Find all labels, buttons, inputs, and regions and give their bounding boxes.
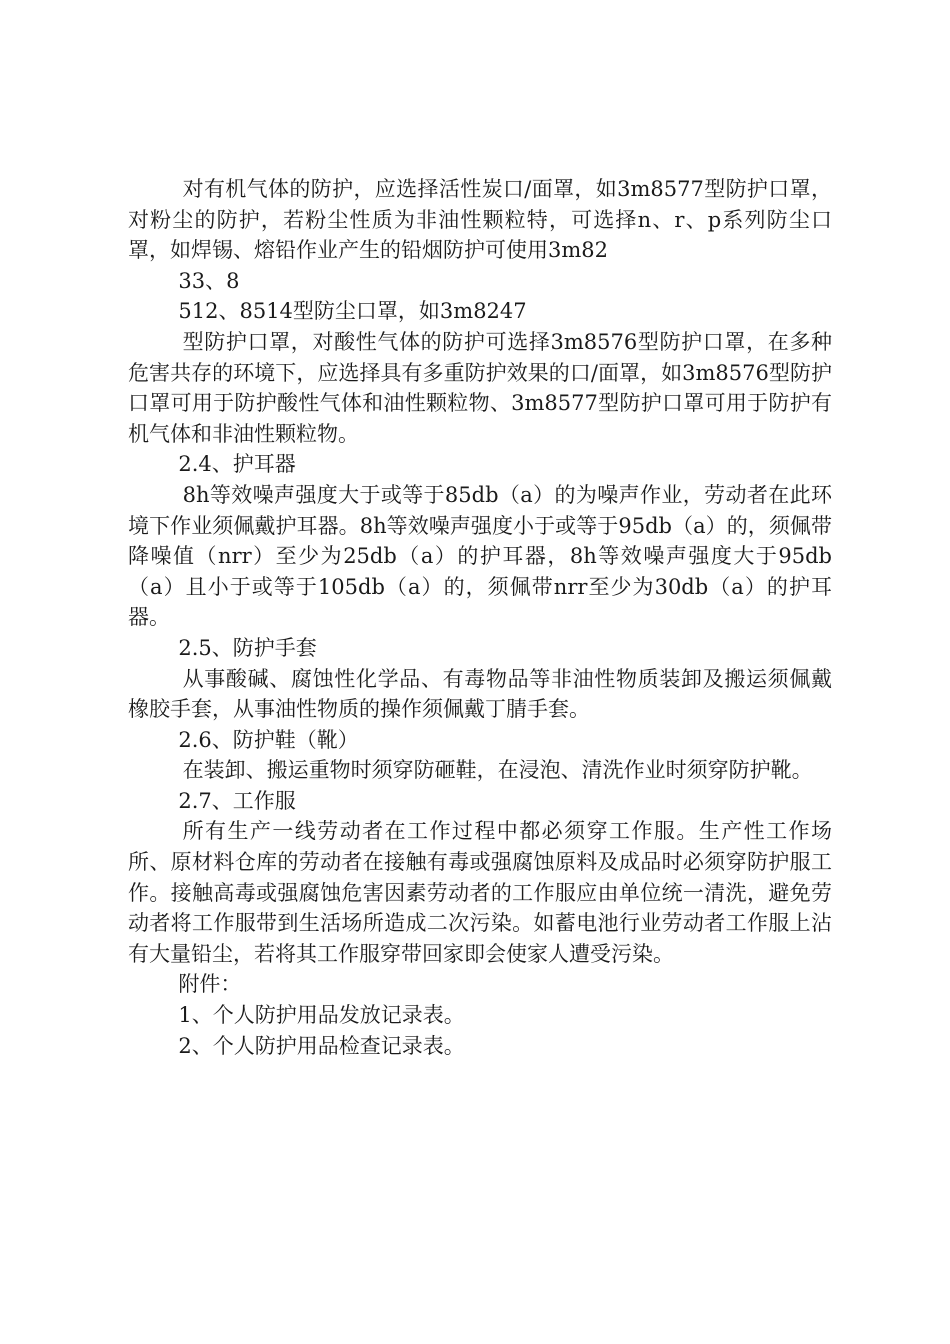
paragraph-shoes: 在装卸、搬运重物时须穿防砸鞋，在浸泡、清洗作业时须穿防护靴。 (182, 758, 813, 783)
heading-protective-shoes: 2.6、防护鞋（靴） (178, 727, 359, 752)
paragraph-gloves: 从事酸碱、腐蚀性化学品、有毒物品等非油性物质装卸及搬运须佩戴橡胶手套，从事油性物质的操作须佩戴丁腈手套。 (128, 666, 832, 722)
heading-protective-gloves: 2.5、防护手套 (178, 635, 317, 660)
attachment-item-2: 2、个人防护用品检查记录表。 (178, 1033, 465, 1058)
paragraph-work-clothes: 所有生产一线劳动者在工作过程中都必须穿工作服。生产性工作场所、原材料仓库的劳动者在接触有毒或强腐蚀原料及成品时必须穿防护服工作。接触高毒或强腐蚀危害因素劳动者的工作服应由单位统一清洗，避免劳动者将工作服带到生活场所造成二次污染。如蓄电池行业劳动者工作服上沾有大量铅尘，若将其工作服穿带回家即会使家人遭受污染。 (128, 819, 832, 966)
attachment-item-1: 1、个人防护用品发放记录表。 (178, 1003, 465, 1028)
document-body (128, 174, 832, 1061)
paragraph-organic-gas-protection: 对有机气体的防护，应选择活性炭口/面罩，如3m8577型防护口罩，对粉尘的防护，若粉尘性质为非油性颗粒特，可选择n、r、p系列防尘口罩，如焊锡、熔铅作业产生的铅烟防护可使用3m82 (128, 177, 832, 263)
paragraph-fragment-33-8: 33、8 (178, 268, 240, 293)
paragraph-noise-protection: 8h等效噪声强度大于或等于85db（a）的为噪声作业，劳动者在此环境下作业须佩戴护耳器。8h等效噪声强度小于或等于95db（a）的，须佩带降噪值（nrr）至少为25db（a）的护耳器，8h等效噪声强度大于95db（a）且小于或等于105db（a）的，须佩带nrr至少为30db（a）的护耳器。 (128, 482, 832, 630)
attachments-label: 附件： (178, 972, 242, 997)
heading-ear-protector: 2.4、护耳器 (178, 452, 296, 477)
heading-work-clothes: 2.7、工作服 (178, 788, 296, 813)
paragraph-fragment-dust-mask: 512、8514型防尘口罩，如3m8247 (178, 299, 527, 324)
paragraph-acid-gas-protection: 型防护口罩，对酸性气体的防护可选择3m8576型防护口罩，在多种危害共存的环境下，应选择具有多重防护效果的口/面罩，如3m8576型防护口罩可用于防护酸性气体和油性颗粒物、3m8577型防护口罩可用于防护有机气体和非油性颗粒物。 (128, 329, 832, 446)
